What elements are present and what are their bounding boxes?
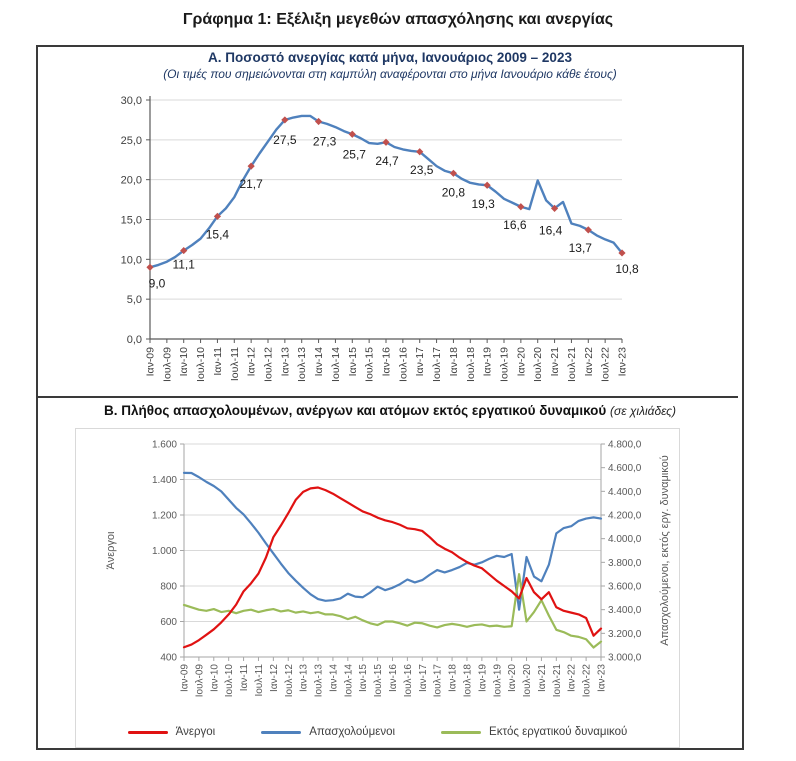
y-tick-label: 0,0 — [126, 334, 142, 346]
x-tick-label: Ιουλ-18 — [462, 664, 474, 698]
x-tick-label: Ιουλ-21 — [565, 347, 578, 382]
right-tick-label: 4.800,0 — [608, 439, 642, 451]
data-label: 13,7 — [568, 240, 592, 255]
panel-b-title-suffix: (σε χιλιάδες) — [610, 404, 676, 418]
january-marker — [349, 131, 356, 138]
x-tick-label: Ιαν-18 — [447, 347, 460, 377]
x-tick-label: Ιαν-19 — [477, 664, 489, 693]
x-tick-label: Ιαν-23 — [596, 664, 608, 693]
x-tick-label: Ιουλ-14 — [343, 664, 355, 698]
gridlines — [184, 444, 601, 622]
x-tick-label: Ιουλ-13 — [296, 347, 309, 382]
y-tick-label: 5,0 — [126, 294, 142, 307]
x-tick-label: Ιουλ-14 — [329, 347, 342, 382]
x-tick-label: Ιαν-10 — [209, 664, 221, 693]
data-label: 11,1 — [172, 257, 195, 272]
x-tick-label: Ιαν-17 — [417, 664, 429, 693]
right-tick-label: 4.400,0 — [608, 486, 642, 498]
right-axis-title: Απασχολούμενοι, εκτός εργ. δυναμικού — [659, 455, 671, 646]
x-tick-label: Ιαν-11 — [211, 347, 224, 376]
y-tick-label: 25,0 — [120, 134, 142, 147]
y-tick-label: 15,0 — [120, 214, 142, 227]
x-tick-label: Ιαν-15 — [346, 347, 359, 377]
x-tick-label: Ιαν-12 — [268, 664, 280, 693]
legend-label: Απασχολούμενοι — [309, 726, 396, 738]
x-tick-label: Ιουλ-16 — [402, 664, 414, 698]
january-marker — [146, 264, 153, 271]
x-tick-label: Ιαν-16 — [388, 664, 399, 693]
x-tick-label: Ιουλ-12 — [283, 664, 295, 698]
x-tick-label: Ιουλ-15 — [373, 664, 385, 698]
right-tick-label: 3.800,0 — [608, 557, 642, 569]
x-tick-label: Ιουλ-20 — [522, 664, 534, 698]
x-tick-label: Ιαν-18 — [447, 664, 459, 693]
left-tick-label: 400 — [160, 652, 177, 664]
right-tick-label: 3.600,0 — [608, 581, 642, 593]
x-tick-label: Ιουλ-19 — [492, 664, 504, 698]
january-marker — [517, 203, 524, 210]
x-tick-label: Ιουλ-09 — [194, 664, 206, 698]
x-tick-label: Ιαν-22 — [582, 347, 595, 377]
x-tick-label: Ιαν-12 — [245, 347, 258, 377]
panel-a-title: Α. Ποσοστό ανεργίας κατά μήνα, Ιανουάριος 2009 – 2023 — [208, 50, 572, 65]
x-tick-label: Ιαν-13 — [279, 347, 292, 377]
y-tick-label: 30,0 — [120, 95, 142, 107]
data-label: 16,4 — [538, 223, 563, 238]
x-tick-label: Ιουλ-15 — [363, 347, 376, 382]
y-tick-label: 20,0 — [120, 174, 142, 187]
x-tick-label: Ιαν-20 — [507, 664, 519, 693]
x-tick-label: Ιουλ-10 — [224, 664, 236, 698]
x-tick-label: Ιαν-16 — [380, 347, 393, 377]
x-tick-label: Ιουλ-17 — [432, 664, 444, 698]
left-tick-label: 800 — [160, 581, 177, 593]
x-tick-label: Ιουλ-21 — [551, 664, 563, 698]
right-tick-label: 3.400,0 — [608, 605, 642, 617]
left-tick-label: 1.000 — [151, 546, 177, 557]
x-tick-label: Ιουλ-13 — [313, 664, 325, 698]
x-tick-label: Ιουλ-22 — [581, 664, 593, 698]
x-tick-label: Ιαν-09 — [179, 664, 191, 693]
x-tick-label: Ιουλ-12 — [262, 347, 275, 382]
data-label: 21,7 — [239, 177, 263, 192]
data-label: 25,7 — [342, 147, 366, 162]
x-tick-label: Ιαν-09 — [144, 347, 157, 377]
x-tick-label: Ιουλ-11 — [228, 347, 241, 382]
x-tick-label: Ιαν-17 — [414, 347, 427, 377]
panel-b-title-text: Β. Πλήθος απασχολουμένων, ανέργων και ατόμων εκτός εργατικού δυναμικού — [104, 403, 607, 418]
x-tick-label: Ιαν-13 — [298, 664, 310, 693]
x-tick-label: Ιαν-14 — [313, 347, 326, 377]
right-tick-label: 3.000,0 — [608, 652, 642, 664]
panel-a-subtitle: (Οι τιμές που σημειώνονται στη καμπύλη αναφέρονται στο μήνα Ιανουάριο κάθε έτους) — [163, 67, 617, 81]
x-tick-label: Ιαν-21 — [549, 347, 562, 377]
legend-item-3 — [441, 726, 627, 738]
legend-label: Εκτός εργατικού δυναμικού — [489, 726, 628, 738]
legend-item-2 — [261, 726, 395, 738]
series-line-1 — [184, 487, 601, 647]
panel-b-title — [36, 403, 744, 418]
x-tick-label: Ιουλ-09 — [161, 347, 174, 382]
labour-market-chart — [76, 429, 679, 747]
x-tick-label: Ιουλ-18 — [464, 347, 477, 382]
data-label: 9,0 — [148, 276, 166, 291]
data-label: 23,5 — [410, 162, 434, 177]
x-tick-label: Ιαν-10 — [178, 347, 191, 377]
data-label: 15,4 — [205, 227, 230, 242]
x-tick-label: Ιαν-23 — [616, 347, 629, 377]
series-line-3 — [184, 574, 601, 647]
data-label: 10,8 — [615, 261, 639, 276]
legend-swatch — [441, 731, 481, 734]
x-tick-label: Ιουλ-10 — [195, 347, 208, 382]
x-tick-label: Ιουλ-22 — [599, 347, 612, 382]
legend-swatch — [261, 731, 301, 734]
left-tick-label: 1.600 — [151, 439, 177, 451]
legend-swatch — [128, 731, 168, 734]
panel-divider — [38, 396, 738, 398]
data-label: 20,8 — [441, 185, 466, 200]
unemployment-rate-chart — [36, 84, 742, 396]
gridlines — [150, 100, 622, 299]
chart-legend — [76, 726, 679, 738]
right-tick-label: 4.600,0 — [608, 463, 642, 475]
left-tick-label: 1.400 — [151, 475, 177, 486]
x-tick-label: Ιαν-14 — [328, 664, 340, 693]
x-tick-label: Ιαν-11 — [239, 664, 251, 692]
axes — [180, 444, 605, 661]
right-tick-label: 4.200,0 — [608, 510, 642, 522]
x-tick-label: Ιαν-20 — [515, 347, 528, 377]
main-title: Γράφημα 1: Εξέλιξη μεγεθών απασχόλησης και ανεργίας — [182, 11, 614, 28]
left-tick-label: 600 — [160, 617, 177, 628]
legend-item-1 — [128, 726, 216, 738]
x-tick-label: Ιαν-22 — [566, 664, 578, 693]
data-label: 27,3 — [312, 134, 337, 149]
january-markers — [146, 116, 639, 290]
labour-market-chart-frame — [75, 428, 680, 748]
right-tick-label: 4.000,0 — [608, 534, 642, 546]
data-label: 19,3 — [471, 197, 495, 212]
x-tick-label: Ιουλ-20 — [532, 347, 545, 382]
legend-label: Άνεργοι — [175, 726, 216, 738]
x-tick-label: Ιαν-15 — [358, 664, 370, 693]
left-tick-label: 1.200 — [151, 510, 177, 522]
x-tick-label: Ιουλ-11 — [253, 664, 265, 697]
y-tick-label: 10,0 — [120, 254, 142, 267]
x-tick-label: Ιαν-19 — [481, 347, 494, 377]
x-tick-label: Ιουλ-17 — [431, 347, 444, 382]
data-label: 27,5 — [273, 132, 297, 147]
x-tick-label: Ιουλ-16 — [397, 347, 410, 382]
data-label: 16,6 — [503, 217, 527, 232]
data-label: 24,7 — [375, 154, 399, 169]
right-tick-label: 3.200,0 — [608, 628, 642, 640]
left-axis-title: Άνεργοι — [105, 531, 117, 570]
x-tick-label: Ιαν-21 — [536, 664, 548, 693]
x-tick-label: Ιουλ-19 — [498, 347, 511, 382]
